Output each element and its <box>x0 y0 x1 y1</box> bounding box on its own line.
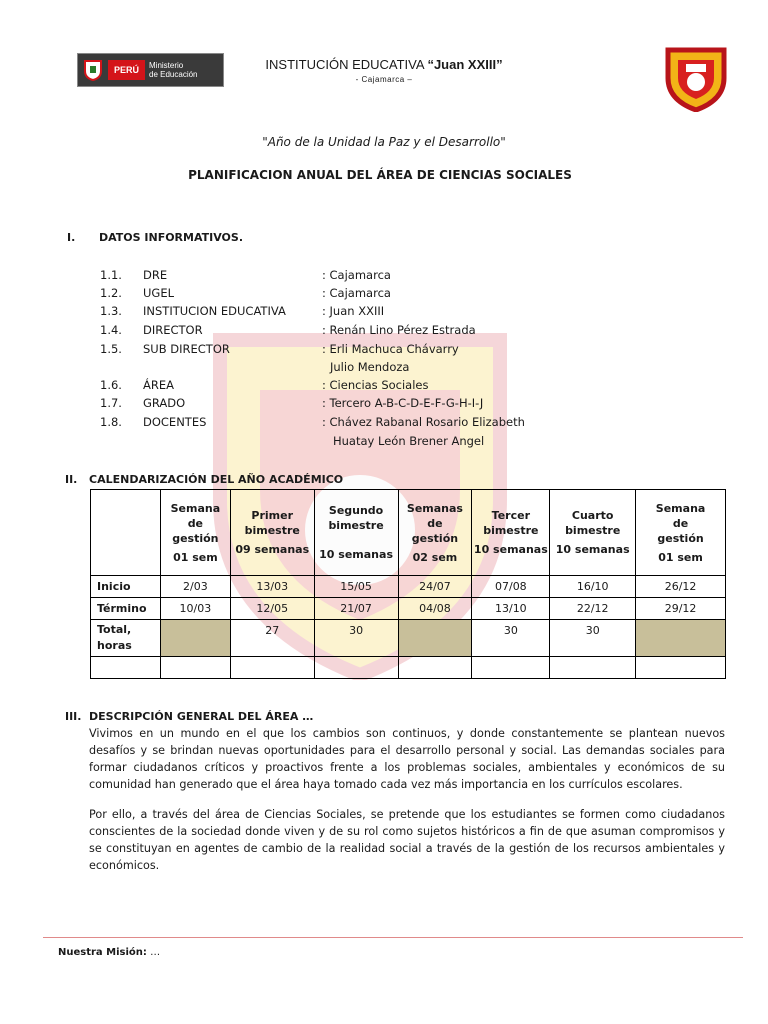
info-label: UGEL <box>143 286 175 300</box>
calendar-column-header: Tercer bimestre 10 semanas <box>472 490 550 576</box>
calendar-header-row <box>91 490 726 576</box>
info-value: : Cajamarca <box>322 286 391 300</box>
info-label: INSTITUCION EDUCATIVA <box>143 304 286 318</box>
section-1-heading: DATOS INFORMATIVOS. <box>99 231 244 244</box>
school-crest-icon <box>664 44 728 112</box>
info-value: : Cajamarca <box>322 268 391 282</box>
table-cell-shaded <box>636 620 726 657</box>
table-cell: 07/08 <box>472 576 550 598</box>
page-title: PLANIFICACION ANUAL DEL ÁREA DE CIENCIAS SOCIALES <box>188 168 572 182</box>
table-cell: 10/03 <box>160 598 230 620</box>
year-motto: "Año de la Unidad la Paz y el Desarrollo" <box>262 135 506 149</box>
calendar-column-header: Semanas de gestión 02 sem <box>398 490 472 576</box>
table-cell: 12/05 <box>230 598 314 620</box>
table-cell: 29/12 <box>636 598 726 620</box>
info-num: 1.1. <box>100 268 122 282</box>
info-label: GRADO <box>143 396 186 410</box>
info-label: DOCENTES <box>143 415 207 429</box>
info-value: : Tercero A-B-C-D-E-F-G-H-I-J <box>322 396 484 410</box>
table-cell: 27 <box>230 620 314 657</box>
info-num: 1.2. <box>100 286 122 300</box>
table-cell: 15/05 <box>314 576 398 598</box>
table-row <box>91 620 726 657</box>
info-num: 1.7. <box>100 396 122 410</box>
description-paragraph: Vivimos en un mundo en el que los cambios son continuos, y donde constantemente se plantean nuevos desafíos y se brindan nuevas oportunidades para el desarrollo personal y social. Las demandas sociales para formar ciudadanos críticos y proactivos frente a los problemas sociales, ambientales y económicos de su comunidad han generado que el área haya tomado cada vez más importancia en los currículos escolares. <box>89 727 725 791</box>
info-value: : Erli Machuca Chávarry <box>322 342 459 356</box>
mision-value: … <box>146 947 161 958</box>
table-cell: 30 <box>314 620 398 657</box>
institution-title: INSTITUCIÓN EDUCATIVA “Juan XXIII” <box>265 57 503 72</box>
section-3-numeral: III. <box>65 710 82 723</box>
peru-label: PERÚ <box>108 60 145 80</box>
table-cell: 13/10 <box>472 598 550 620</box>
row-label: Total, horas <box>91 620 161 657</box>
info-value: : Renán Lino Pérez Estrada <box>322 323 476 337</box>
calendar-column-header: Primer bimestre 09 semanas <box>230 490 314 576</box>
section-2-numeral: II. <box>65 473 78 486</box>
info-num: 1.6. <box>100 378 122 392</box>
table-cell: 04/08 <box>398 598 472 620</box>
info-num: 1.8. <box>100 415 122 429</box>
info-label: ÁREA <box>143 378 174 392</box>
footer-divider <box>43 937 743 938</box>
section-3-heading: DESCRIPCIÓN GENERAL DEL ÁREA … <box>89 710 314 723</box>
info-label: DIRECTOR <box>143 323 203 337</box>
calendar-table <box>90 489 726 679</box>
table-cell-shaded <box>160 620 230 657</box>
section-2-heading: CALENDARIZACIÓN DEL AÑO ACADÉMICO <box>89 473 344 486</box>
calendar-corner-cell <box>91 490 161 576</box>
info-label: SUB DIRECTOR <box>143 342 230 356</box>
info-value-continued: Huatay León Brener Angel <box>333 434 485 448</box>
mision-label: Nuestra Misión: <box>58 947 147 958</box>
table-cell: 16/10 <box>550 576 636 598</box>
info-value: : Ciencias Sociales <box>322 378 429 392</box>
table-row <box>91 576 726 598</box>
mision-line <box>58 947 160 958</box>
table-cell: 13/03 <box>230 576 314 598</box>
table-cell: 30 <box>550 620 636 657</box>
table-cell: 21/07 <box>314 598 398 620</box>
info-num: 1.4. <box>100 323 122 337</box>
institution-location: - Cajamarca – <box>355 75 413 84</box>
table-row <box>91 598 726 620</box>
table-cell-shaded <box>398 620 472 657</box>
table-cell: 2/03 <box>160 576 230 598</box>
info-label: DRE <box>143 268 168 282</box>
ministry-label: Ministerio de Educación <box>149 61 198 79</box>
row-label: Término <box>91 598 161 620</box>
calendar-column-header: Semana de gestión 01 sem <box>636 490 726 576</box>
table-cell: 24/07 <box>398 576 472 598</box>
info-value: : Chávez Rabanal Rosario Elizabeth <box>322 415 525 429</box>
table-cell: 22/12 <box>550 598 636 620</box>
table-cell: 26/12 <box>636 576 726 598</box>
info-value: : Juan XXIII <box>322 304 385 318</box>
description-paragraph: Por ello, a través del área de Ciencias Sociales, se pretende que los estudiantes se formen como ciudadanos conscientes de la sociedad donde viven y de su rol como sujetos históricos a fin de que asuman compromisos y se constituyan en agentes de cambio de la realidad social a través de la gestión de los recursos ambientales y económicos. <box>89 808 725 872</box>
table-cell: 30 <box>472 620 550 657</box>
row-label: Inicio <box>91 576 161 598</box>
info-num: 1.3. <box>100 304 122 318</box>
info-num: 1.5. <box>100 342 122 356</box>
calendar-column-header: Cuarto bimestre 10 semanas <box>550 490 636 576</box>
calendar-column-header: Semana de gestión 01 sem <box>160 490 230 576</box>
info-value-continued: Julio Mendoza <box>330 360 410 374</box>
table-row-empty <box>91 657 726 679</box>
section-1-numeral: I. <box>67 231 76 244</box>
calendar-column-header: Segundo bimestre 10 semanas <box>314 490 398 576</box>
